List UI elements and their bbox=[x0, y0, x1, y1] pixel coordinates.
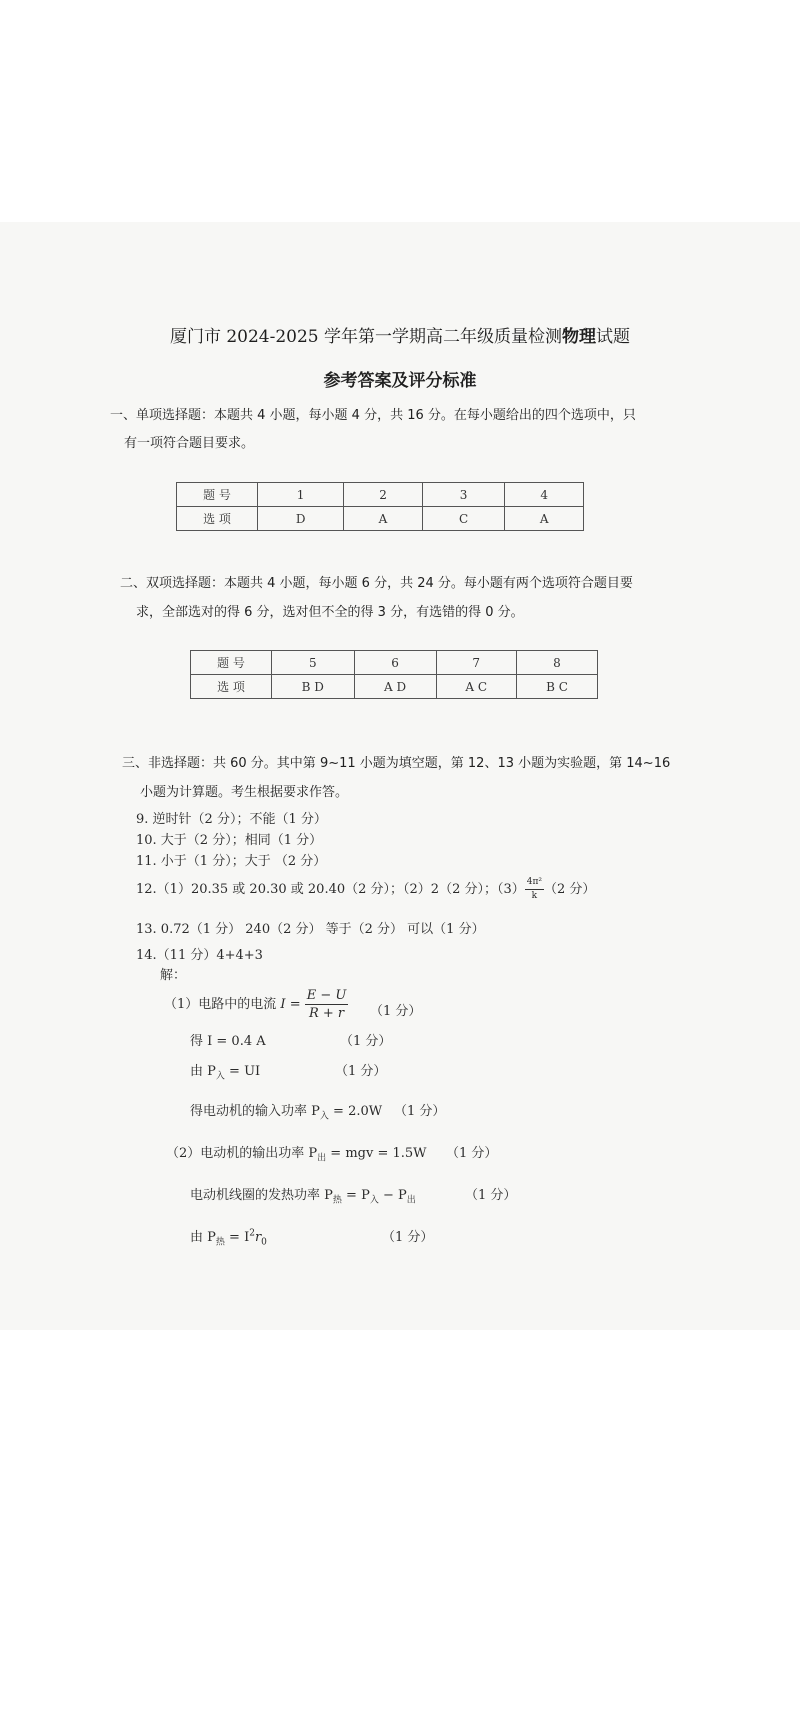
table-header-cell: 选 项 bbox=[191, 675, 272, 699]
step7-score: （1 分） bbox=[382, 1230, 434, 1245]
step6-minus: − P bbox=[378, 1188, 407, 1203]
step7-text: 由 P bbox=[190, 1230, 216, 1245]
table-row bbox=[177, 507, 584, 531]
step6-subscript-heat: 热 bbox=[332, 1195, 342, 1206]
step6-subscript-out: 出 bbox=[406, 1195, 416, 1206]
table-cell: B C bbox=[516, 675, 597, 699]
table-cell: D bbox=[258, 507, 344, 531]
q14-step7 bbox=[190, 1226, 267, 1248]
table-row bbox=[177, 483, 584, 507]
q12-fraction bbox=[525, 878, 544, 901]
q12-text: 12.（1）20.35 或 20.30 或 20.40（2 分）；（2）2（2 分）；（3） bbox=[136, 882, 525, 897]
q12-score: （2 分） bbox=[544, 882, 596, 897]
table-cell: 6 bbox=[354, 651, 436, 675]
table-cell: 3 bbox=[422, 483, 505, 507]
section1-instructions-line1: 一、单项选择题：本题共 4 小题，每小题 4 分，共 16 分。在每小题给出的四个选项中，只 bbox=[110, 408, 636, 423]
section3-instructions-line1: 三、非选择题：共 60 分。其中第 9~11 小题为填空题，第 12、13 小题为实验题，第 14~16 bbox=[122, 756, 671, 771]
step7-subscript-heat: 热 bbox=[215, 1237, 225, 1248]
step6-equals: = P bbox=[341, 1188, 370, 1203]
step7-resistance: r bbox=[254, 1230, 262, 1245]
q14-step4 bbox=[190, 1100, 382, 1122]
table-cell: B D bbox=[272, 675, 355, 699]
step6-subscript-in: 入 bbox=[369, 1195, 379, 1206]
step7-resistance-subscript: 0 bbox=[261, 1237, 267, 1248]
step1-score: （1 分） bbox=[370, 1004, 422, 1019]
step7-equals: = I bbox=[224, 1230, 250, 1245]
section2-instructions-line1: 二、双项选择题：本题共 4 小题，每小题 6 分，共 24 分。每小题有两个选项符合题目要 bbox=[120, 576, 633, 591]
answer-q11: 11. 小于（1 分）；大于 （2 分） bbox=[136, 854, 327, 869]
step4-subscript: 入 bbox=[319, 1111, 329, 1122]
section1-answer-table bbox=[176, 482, 584, 531]
exam-title bbox=[0, 322, 800, 347]
step1-label: （1）电路中的电流 bbox=[164, 997, 277, 1012]
section2-answer-table bbox=[190, 650, 598, 699]
step6-score: （1 分） bbox=[465, 1188, 517, 1203]
step3-text: 由 P bbox=[190, 1064, 216, 1079]
section3-instructions-line2: 小题为计算题。考生根据要求作答。 bbox=[140, 785, 349, 800]
q14-step1: （1）电路中的电流 I = $\frac{E - U}{R + r}$ bbox=[164, 988, 347, 1021]
step4-text: 得电动机的输入功率 P bbox=[190, 1104, 320, 1119]
step1-numerator: E − U bbox=[306, 988, 347, 1003]
q14-step5 bbox=[166, 1142, 427, 1164]
step5-subscript: 出 bbox=[317, 1153, 327, 1164]
step3-subscript: 入 bbox=[215, 1071, 225, 1082]
answer-q9: 9. 逆时针（2 分）；不能（1 分） bbox=[136, 812, 327, 827]
step7-superscript: 2 bbox=[249, 1228, 255, 1239]
answer-q12 bbox=[136, 878, 595, 902]
table-cell: 4 bbox=[505, 483, 584, 507]
step1-denominator: R + r bbox=[308, 1006, 345, 1021]
table-cell: A bbox=[505, 507, 584, 531]
step4-score: （1 分） bbox=[394, 1104, 446, 1119]
answer-q14-header: 14.（11 分）4+4+3 bbox=[136, 948, 263, 963]
step3-score: （1 分） bbox=[335, 1064, 387, 1079]
title-main-text: 厦门市 2024-2025 学年第一学期高二年级质量检测 bbox=[169, 327, 563, 347]
q14-step2: 得 I = 0.4 A bbox=[190, 1034, 266, 1049]
title-suffix: 试题 bbox=[596, 327, 631, 347]
table-cell: 5 bbox=[272, 651, 355, 675]
step3-tail: = UI bbox=[224, 1064, 261, 1079]
answer-q14-solution-label: 解： bbox=[160, 968, 187, 983]
table-row bbox=[191, 651, 598, 675]
table-cell: 7 bbox=[436, 651, 516, 675]
table-header-cell: 选 项 bbox=[177, 507, 258, 531]
table-header-cell: 题 号 bbox=[177, 483, 258, 507]
step5-tail: = mgv = 1.5W bbox=[326, 1146, 427, 1161]
answer-q13: 13. 0.72（1 分） 240（2 分） 等于（2 分） 可以（1 分） bbox=[136, 922, 485, 937]
table-cell: C bbox=[422, 507, 505, 531]
step1-fraction bbox=[305, 989, 349, 1020]
q12-frac-denominator: k bbox=[531, 891, 538, 901]
section2-instructions-line2: 求，全部选对的得 6 分，选对但不全的得 3 分，有选错的得 0 分。 bbox=[136, 605, 524, 620]
table-header-cell: 题 号 bbox=[191, 651, 272, 675]
q12-frac-numerator: 4π² bbox=[525, 878, 544, 890]
q14-step6 bbox=[190, 1184, 416, 1206]
step2-score: （1 分） bbox=[340, 1034, 392, 1049]
step5-score: （1 分） bbox=[446, 1146, 498, 1161]
table-cell: 1 bbox=[258, 483, 344, 507]
table-cell: 2 bbox=[344, 483, 423, 507]
table-row bbox=[191, 675, 598, 699]
title-subject: 物理 bbox=[562, 327, 597, 347]
step4-tail: = 2.0W bbox=[328, 1104, 383, 1119]
step5-text: （2）电动机的输出功率 P bbox=[166, 1146, 318, 1161]
answer-key-subtitle: 参考答案及评分标准 bbox=[323, 371, 477, 391]
step1-variable: I bbox=[280, 997, 286, 1012]
q14-step3 bbox=[190, 1060, 260, 1082]
step6-text: 电动机线圈的发热功率 P bbox=[190, 1188, 333, 1203]
table-cell: A C bbox=[436, 675, 516, 699]
table-cell: 8 bbox=[516, 651, 597, 675]
section1-instructions-line2: 有一项符合题目要求。 bbox=[124, 436, 255, 451]
table-cell: A bbox=[344, 507, 423, 531]
answer-q10: 10. 大于（2 分）；相同（1 分） bbox=[136, 833, 323, 848]
table-cell: A D bbox=[354, 675, 436, 699]
